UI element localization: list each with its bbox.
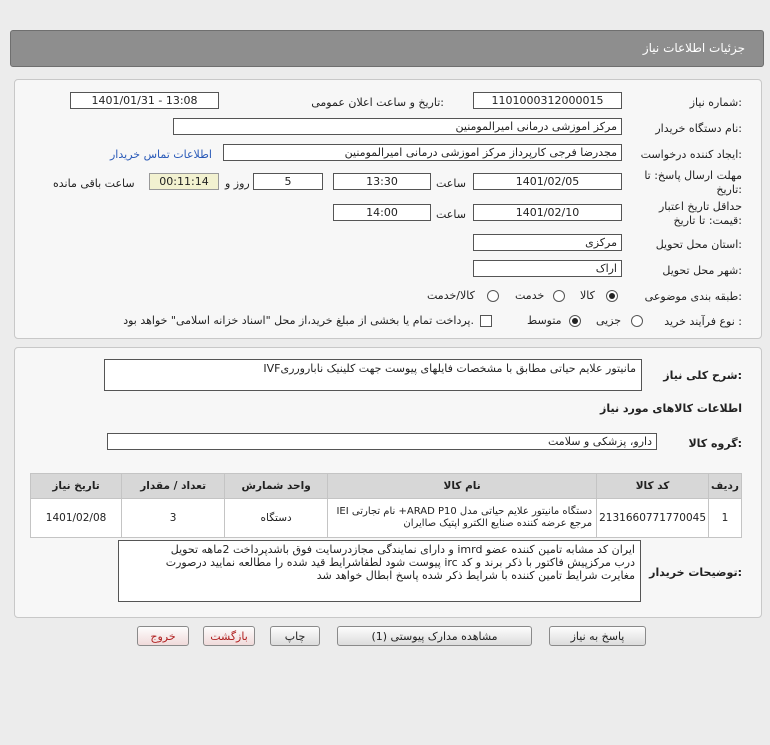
category-option-goods-service: کالا/خدمت — [427, 289, 475, 302]
process-radio-minor[interactable] — [631, 315, 643, 327]
deadline-date-field: 1401/02/05 — [473, 173, 622, 190]
category-radio-goods[interactable] — [606, 290, 618, 302]
goods-group-field: دارو، پزشکی و سلامت — [107, 433, 657, 450]
col-name: نام کالا — [328, 474, 597, 499]
cell-name — [328, 499, 597, 538]
need-number-field: 1101000312000015 — [473, 92, 622, 109]
print-button[interactable]: چاپ — [270, 626, 320, 646]
process-label: نوع فرآیند خرید : — [664, 315, 742, 328]
deadline-label: مهلت ارسال پاسخ: تا تاریخ: — [644, 169, 742, 196]
validity-label: حداقل تاریخ اعتبار قیمت: تا تاریخ: — [658, 200, 742, 227]
reply-button[interactable]: پاسخ به نیاز — [549, 626, 646, 646]
table-row — [31, 499, 742, 538]
remaining-time-label: ساعت باقی مانده — [53, 177, 135, 190]
cell-date: 1401/02/08 — [31, 499, 122, 538]
validity-date-field: 1401/02/10 — [473, 204, 622, 221]
goods-table-header — [31, 474, 742, 499]
buyer-notes-line2: درب مرکزپیش فاکتور با ذکر برند و کد irc پیوست شود لطفاشرایط قید شده را مطالعه نمایید درصورت — [165, 556, 635, 569]
requester-field: مجدرضا فرجی کارپرداز مرکز اموزشی درمانی امیرالمومنین — [223, 144, 622, 161]
treasury-checkbox[interactable] — [480, 315, 492, 327]
col-date: تاریخ نیاز — [31, 474, 122, 499]
buyer-org-label: نام دستگاه خریدار: — [655, 122, 742, 135]
page-title: جزئیات اطلاعات نیاز — [642, 41, 745, 55]
category-radio-goods-service[interactable] — [487, 290, 499, 302]
province-field: مرکزی — [473, 234, 622, 251]
deadline-days-label: روز و — [225, 177, 250, 190]
deadline-time-field: 13:30 — [333, 173, 431, 190]
cell-qty: 3 — [122, 499, 225, 538]
city-field: اراک — [473, 260, 622, 277]
cell-row: 1 — [709, 499, 742, 538]
cell-code: 2131660771770045 — [597, 499, 709, 538]
col-row: ردیف — [709, 474, 742, 499]
process-radio-medium[interactable] — [569, 315, 581, 327]
goods-group-label: گروه کالا: — [688, 437, 742, 450]
buyer-contact-link[interactable]: اطلاعات تماس خریدار — [110, 148, 212, 161]
need-number-label: شماره نیاز: — [689, 96, 742, 109]
buyer-notes-line3: مغایرت شرایط تامین کننده با شرایط ذکر شده پاسخ ابطال خواهد شد — [316, 569, 635, 582]
buyer-notes-label: توضیحات خریدار: — [649, 566, 742, 579]
validity-time-label: ساعت — [436, 208, 466, 221]
buyer-notes-line1: ایران کد مشابه تامین کننده عضو imrd و دارای نمایندگی مجازدرسایت فوق باشدپرداخت 2ماهه تحویل — [170, 543, 635, 556]
category-label: طبقه بندی موضوعی: — [644, 290, 742, 303]
col-code: کد کالا — [597, 474, 709, 499]
process-option-minor: جزیی — [596, 314, 622, 327]
attachments-button[interactable]: مشاهده مدارک پیوستی (1) — [337, 626, 532, 646]
remaining-time-field: 00:11:14 — [149, 173, 219, 190]
page-header — [10, 30, 764, 67]
back-button[interactable]: بازگشت — [203, 626, 255, 646]
announce-label: تاریخ و ساعت اعلان عمومی: — [311, 96, 444, 109]
cell-name-line2: مرجع عرضه کننده صنایع الکترو اپتیک صاایران — [403, 518, 593, 529]
deadline-days-field: 5 — [253, 173, 323, 190]
description-label: شرح کلی نیاز: — [663, 369, 742, 382]
announce-field: 1401/01/31 - 13:08 — [70, 92, 219, 109]
col-unit: واحد شمارش — [225, 474, 328, 499]
buyer-org-field: مرکز اموزشی درمانی امیرالمومنین — [173, 118, 622, 135]
city-label: شهر محل تحویل: — [662, 264, 742, 277]
validity-time-field: 14:00 — [333, 204, 431, 221]
cell-unit: دستگاه — [225, 499, 328, 538]
goods-info-title: اطلاعات کالاهای مورد نیاز — [600, 402, 742, 415]
process-option-medium: متوسط — [527, 314, 562, 327]
deadline-time-label: ساعت — [436, 177, 466, 190]
treasury-note: پرداخت تمام یا بخشی از مبلغ خرید،از محل "اسناد خزانه اسلامی" خواهد بود. — [123, 314, 474, 327]
exit-button[interactable]: خروج — [137, 626, 189, 646]
description-box: مانیتور علایم حیاتی مطابق با مشخصات فایلهای پیوست جهت کلینیک نابارورریIVF — [104, 359, 642, 391]
col-qty: تعداد / مقدار — [122, 474, 225, 499]
buyer-notes-box — [118, 540, 641, 602]
province-label: استان محل تحویل: — [655, 238, 742, 251]
cell-name-line1: دستگاه مانیتور علایم حیاتی مدل ARAD P10+ نام تجارتی IEI — [336, 506, 593, 517]
category-option-goods: کالا — [580, 289, 595, 302]
category-option-service: خدمت — [515, 289, 545, 302]
goods-table — [30, 473, 742, 538]
category-radio-service[interactable] — [553, 290, 565, 302]
requester-label: ایجاد کننده درخواست: — [640, 148, 742, 161]
